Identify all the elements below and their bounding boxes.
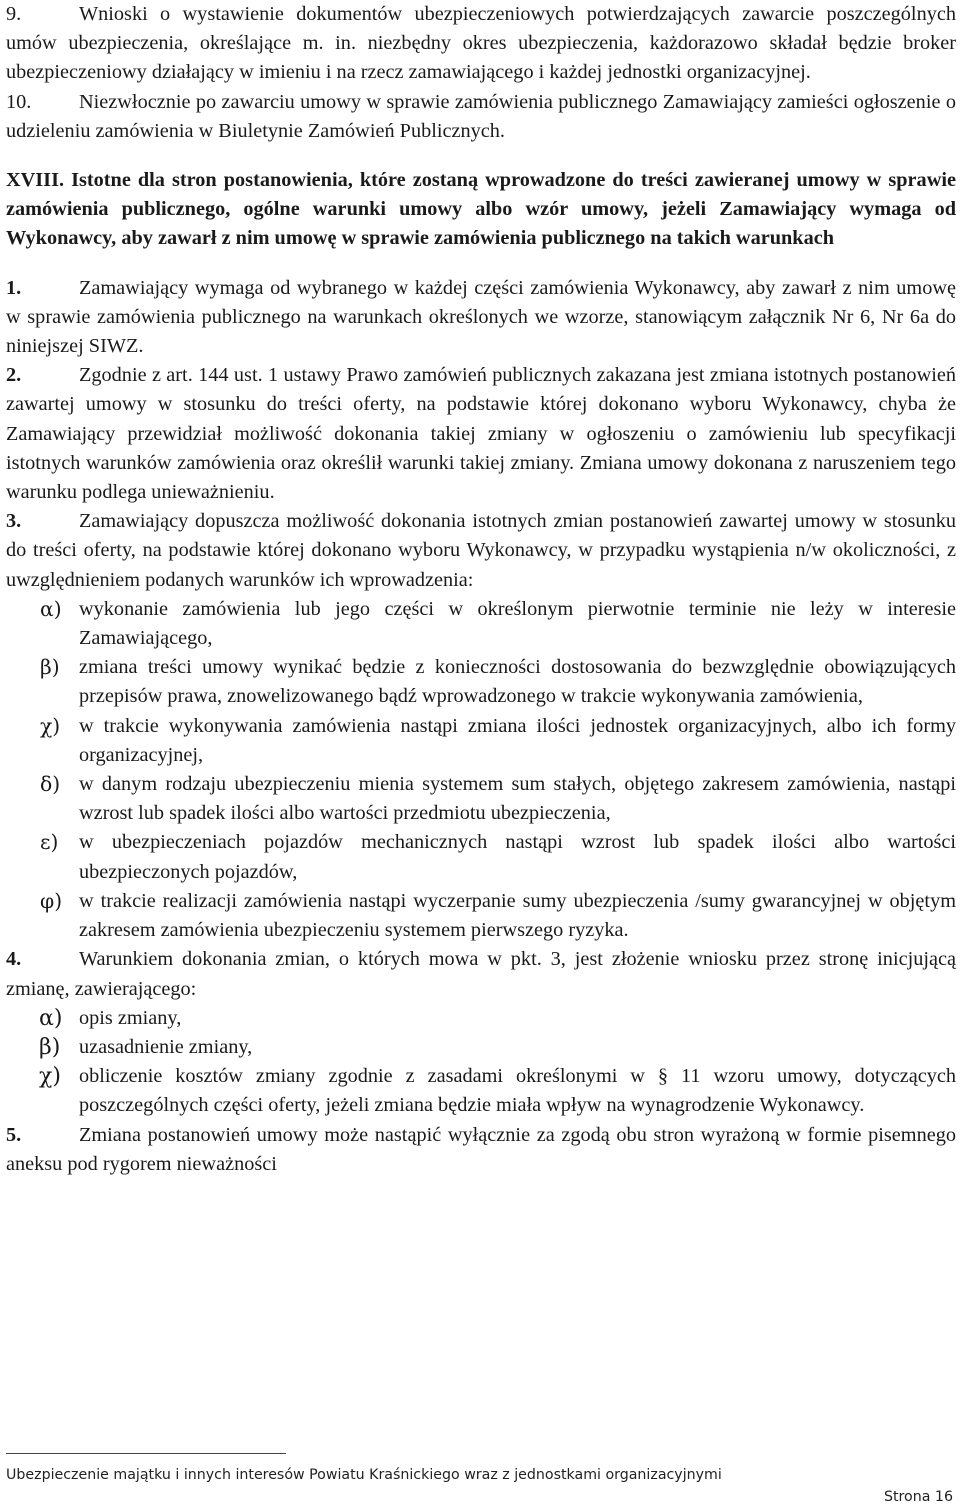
item-number: 4. [6, 948, 22, 971]
footer-divider [6, 1453, 286, 1454]
list-marker: α) [39, 1005, 63, 1031]
item-3-sub-phi [6, 887, 956, 945]
list-marker: φ) [40, 888, 63, 913]
list-text: wykonanie zamówienia lub jego części w określonym pierwotnie terminie nie leży w interesie Zamawiającego, [79, 597, 956, 650]
list-marker: β) [39, 1034, 61, 1060]
item-text: Zgodnie z art. 144 ust. 1 ustawy Prawo zamówień publicznych zakazana jest zmiana istotnych postanowień zawartej umowy w stosunku do treści oferty, na podstawie której dokonano wyboru Wykonawcy, chyba że Zamawiający przewidział możliwość dokonania takiej zmiany w ogłoszeniu o zamówieniu lub specyfikacji istotnych warunków zamówienia oraz określił warunki takiej zmiany. Zmiana umowy dokonana z naruszeniem tego warunku podlega unieważnieniu. [6, 364, 956, 504]
item-4-sub-chi [6, 1062, 956, 1120]
list-text: w trakcie realizacji zamówienia nastąpi wyczerpanie sumy ubezpieczenia /sumy gwarancyjnej w objętym zakresem zamówienia ubezpieczeniu systemem pierwszego ryzyka. [79, 889, 956, 942]
item-number: 5. [6, 1123, 22, 1146]
item-number: 3. [6, 510, 22, 533]
list-text: w trakcie wykonywania zamówienia nastąpi zmiana ilości jednostek organizacyjnych, albo ich formy organizacyjnej, [79, 714, 956, 766]
paragraph-number: 9. [6, 3, 22, 25]
item-3-sub-epsilon [6, 828, 956, 886]
list-text: obliczenie kosztów zmiany zgodnie z zasadami określonymi w § 11 wzoru umowy, dotyczących poszczególnych części oferty, jeżeli zmiana będzie miała wpływ na wynagrodzenie Wykonawcy. [79, 1065, 956, 1117]
list-text: opis zmiany, [79, 1006, 182, 1029]
item-2 [6, 361, 956, 507]
paragraph-text: Niezwłocznie po zawarciu umowy w sprawie zamówienia publicznego Zamawiający zamieści ogłoszenie o udzieleniu zamówienia w Biuletynie Zamówień Publicznych. [6, 90, 956, 142]
paragraph-10 [6, 88, 956, 146]
list-marker: β) [40, 655, 60, 680]
item-text: Warunkiem dokonania zmian, o których mowa w pkt. 3, jest złożenie wniosku przez stronę inicjującą zmianę, zawierającego: [6, 948, 956, 1000]
item-number: 2. [6, 364, 22, 387]
list-marker: ε) [40, 830, 59, 855]
item-5 [6, 1121, 956, 1179]
footer-title: Ubezpieczenie majątku i innych interesów Powiatu Kraśnickiego wraz z jednostkami organizacyjnymi [6, 1467, 722, 1483]
paragraph-number: 10. [6, 90, 32, 113]
page-number: Strona 16 [883, 1489, 953, 1505]
spacer [6, 254, 956, 274]
item-3 [6, 507, 956, 595]
list-marker: χ) [39, 1064, 61, 1090]
section-title: Istotne dla stron postanowienia, które zostaną wprowadzone do treści zawieranej umowy w sprawie zamówienia publicznego, ogólne warunki umowy albo wzór umowy, jeżeli Zamawiający wymaga od Wykonawcy, aby zawarł z nim umowę w sprawie zamówienia publicznego na takich warunkach [6, 169, 956, 250]
list-text: w danym rodzaju ubezpieczeniu mienia systemem sum stałych, objętego zakresem zamówienia, nastąpi wzrost lub spadek ilości albo wartości przedmiotu ubezpieczenia, [79, 773, 956, 825]
spacer [6, 146, 956, 166]
list-marker: α) [40, 596, 62, 621]
item-text: Zamawiający wymaga od wybranego w każdej części zamówienia Wykonawcy, aby zawarł z nim umowę w sprawie zamówienia publicznego na warunkach określonych we wzorze, stanowiącym załącznik Nr 6, Nr 6a do niniejszej SIWZ. [6, 276, 956, 358]
section-number: XVIII. [6, 169, 65, 192]
list-text: uzasadnienie zmiany, [79, 1035, 253, 1058]
item-4-sub-beta [6, 1033, 956, 1062]
item-1 [6, 274, 956, 362]
item-text: Zmiana postanowień umowy może nastąpić wyłącznie za zgodą obu stron wyrażoną w formie pisemnego aneksu pod rygorem nieważności [6, 1123, 956, 1175]
item-3-sub-chi [6, 712, 956, 770]
section-heading [6, 166, 956, 254]
document-page [6, 0, 956, 1179]
item-number: 1. [6, 276, 22, 299]
list-marker: δ) [40, 772, 61, 797]
list-marker: χ) [40, 713, 61, 738]
item-4 [6, 945, 956, 1003]
paragraph-9 [6, 0, 956, 88]
item-text: Zamawiający dopuszcza możliwość dokonania istotnych zmian postanowień zawartej umowy w stosunku do treści oferty, na podstawie której dokonano wyboru Wykonawcy, w przypadku wystąpienia n/w okoliczności, z uwzględnieniem podanych warunków ich wprowadzenia: [6, 510, 956, 591]
list-text: w ubezpieczeniach pojazdów mechanicznych nastąpi wzrost lub spadek ilości albo wartości ubezpieczonych pojazdów, [79, 831, 956, 883]
item-3-sub-delta [6, 770, 956, 828]
item-4-sub-alpha [6, 1004, 956, 1033]
item-3-sub-alpha [6, 595, 956, 653]
item-3-sub-beta [6, 653, 956, 711]
list-text: zmiana treści umowy wynikać będzie z konieczności dostosowania do bezwzględnie obowiązujących przepisów prawa, znowelizowanego bądź wprowadzonego w trakcie wykonywania zamówienia, [79, 656, 956, 708]
paragraph-text: Wnioski o wystawienie dokumentów ubezpieczeniowych potwierdzających zawarcie poszczególnych umów ubezpieczenia, określające m. in. niezbędny okres ubezpieczenia, każdorazowo składał będzie broker ubezpieczeniowy działający w imieniu i na rzecz zamawiającego i każdej jednostki organizacyjnej. [6, 3, 956, 84]
